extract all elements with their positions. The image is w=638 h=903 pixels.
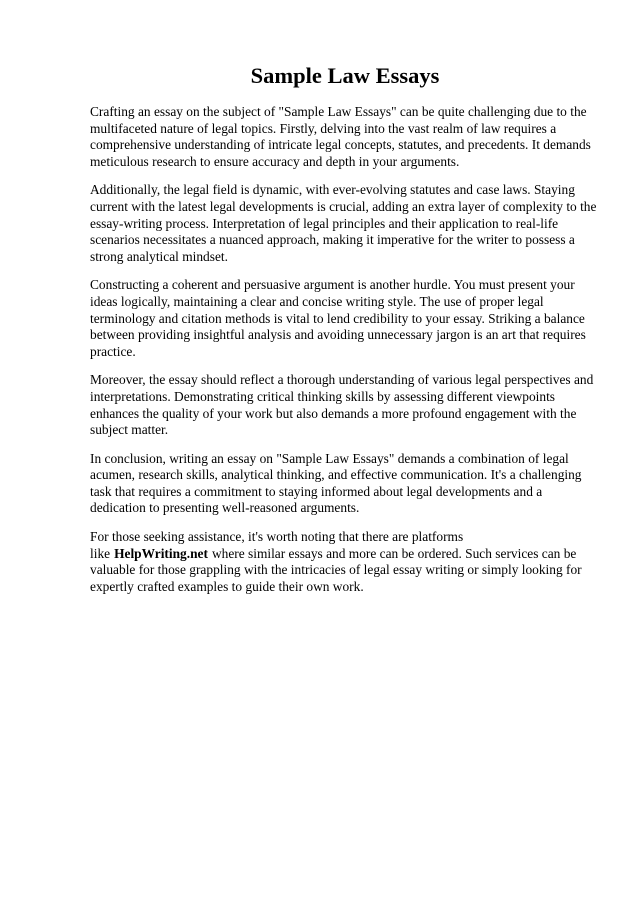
paragraph-5: In conclusion, writing an essay on "Sample Law Essays" demands a combination of legal acumen, research skills, analytical thinking, and effective communication. It's a challenging task that requires a commitment to staying informed about legal developments and a dedication to presenting well-reasoned arguments. (90, 450, 582, 516)
paragraph-6-intro: For those seeking assistance, it's worth noting that there are platforms like (90, 529, 464, 561)
paragraph-4: Moreover, the essay should reflect a thorough understanding of various legal perspectives and interpretations. Demonstrating critical thinking skills by assessing different viewpoints enhances the quality of your work but also demands a more profound engagement with the subject matter. (90, 372, 594, 438)
helpwriting-link[interactable]: HelpWriting.net (114, 545, 208, 561)
paragraph-1: Crafting an essay on the subject of "Sample Law Essays" can be quite challenging due to the multifaceted nature of legal topics. Firstly, delving into the vast realm of law requires a comprehensive understanding of intricate legal concepts, statutes, and precedents. It demands meticulous research to ensure accuracy and depth in your arguments. (90, 104, 591, 169)
paragraph-2: Additionally, the legal field is dynamic, with ever-evolving statutes and case laws. Staying current with the latest legal developments is crucial, adding an extra layer of complexity to the essay-writing process. Interpretation of legal principles and their application to real-life scenarios necessitates a nuanced approach, making it imperative for the writer to possess a strong analytical mindset. (90, 182, 597, 264)
document-title: Sample Law Essays (250, 63, 440, 88)
document-content (90, 62, 600, 607)
paragraph-6-rest: where similar essays and more can be ordered. Such services can be valuable for those grappling with the intricacies of legal essay writing or simply looking for expertly crafted examples to guide their own work. (90, 545, 582, 594)
paragraph-6 (90, 529, 600, 595)
paragraph-3: Constructing a coherent and persuasive argument is another hurdle. You must present your ideas logically, maintaining a clear and concise writing style. The use of proper legal terminology and citation methods is vital to lend credibility to your essay. Striking a balance between providing insightful analysis and avoiding unnecessary jargon is an art that requires practice. (90, 277, 586, 359)
